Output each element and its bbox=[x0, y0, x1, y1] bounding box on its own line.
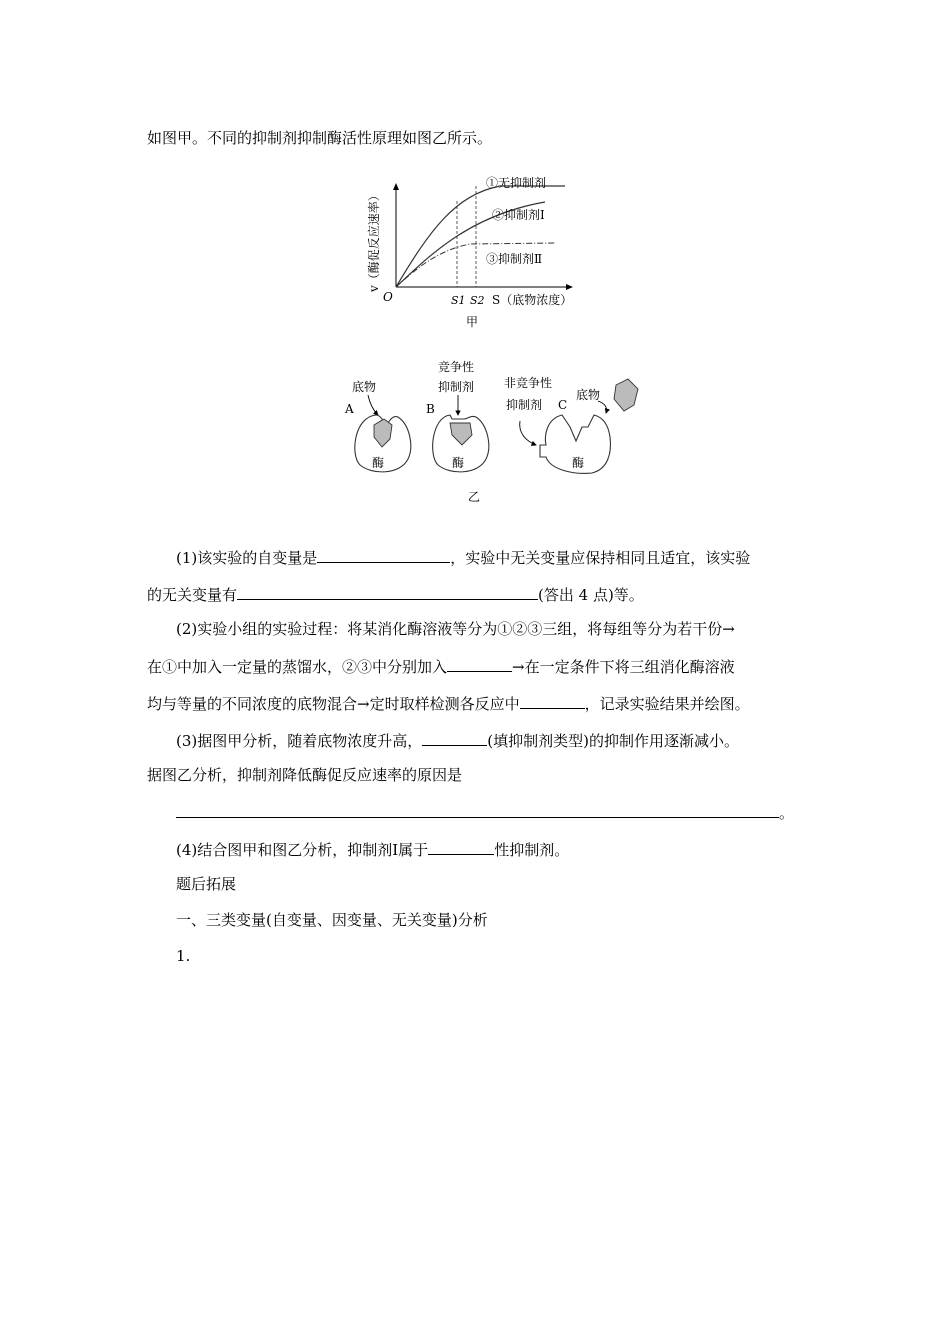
substrate-label-a: 底物 bbox=[352, 380, 377, 394]
enzyme-label-b: 酶 bbox=[452, 456, 465, 470]
substrate-shape-c bbox=[614, 379, 638, 411]
q2-blank-1[interactable] bbox=[447, 655, 512, 672]
q2-text3: →在一定条件下将三组消化酶溶液 bbox=[512, 658, 735, 676]
q1-line-2 bbox=[147, 583, 644, 605]
curve-no-inhibitor bbox=[396, 186, 565, 287]
arrow-c bbox=[520, 421, 536, 445]
q3-blank-1[interactable] bbox=[422, 729, 487, 746]
q1-text4: (答出 4 点)等。 bbox=[538, 586, 644, 604]
q1-text3: 的无关变量有 bbox=[147, 586, 238, 604]
q2-blank-2[interactable] bbox=[520, 692, 585, 709]
curve2-label: ②抑制剂Ⅰ bbox=[492, 208, 545, 222]
figure-yi bbox=[340, 355, 650, 510]
intro-line: 如图甲。不同的抑制剂抑制酶活性原理如图乙所示。 bbox=[147, 129, 493, 147]
curve1-label: ①无抑制剂 bbox=[486, 176, 547, 190]
q2-text2: 在①中加入一定量的蒸馏水，②③中分别加入 bbox=[147, 658, 448, 676]
q3-text4: 。 bbox=[779, 804, 795, 822]
s1-label: S1 bbox=[451, 294, 466, 307]
q2-line-1 bbox=[176, 619, 735, 639]
q4-text1: (4)结合图甲和图乙分析，抑制剂Ⅰ属于 bbox=[176, 841, 429, 859]
item-1: 1. bbox=[176, 947, 191, 965]
q1-blank-1[interactable] bbox=[317, 546, 450, 563]
q3-text3: 据图乙分析，抑制剂降低酶促反应速率的原因是 bbox=[147, 766, 463, 784]
caption-jia: 甲 bbox=[466, 315, 479, 329]
extension-heading: 题后拓展 bbox=[176, 875, 237, 893]
q1-line-1 bbox=[176, 546, 750, 568]
q2-text5: ，记录实验结果并绘图。 bbox=[584, 695, 750, 713]
arrow-c2 bbox=[598, 401, 607, 413]
section1-heading: 一、三类变量(自变量、因变量、无关变量)分析 bbox=[176, 911, 488, 929]
q3-line-3 bbox=[176, 801, 794, 823]
arrow-a bbox=[368, 395, 378, 415]
q3-line-1 bbox=[176, 729, 739, 751]
origin-label: O bbox=[383, 290, 393, 304]
q4-line bbox=[176, 838, 569, 860]
caption-yi: 乙 bbox=[468, 490, 481, 504]
competitive-label-1: 竞争性 bbox=[438, 360, 475, 374]
noncompetitive-label-1: 非竞争性 bbox=[504, 376, 553, 390]
q2-text1: (2)实验小组的实验过程：将某消化酶溶液等分为①②③三组，将每组等分为若干份→ bbox=[176, 620, 735, 638]
noncompetitive-label-2: 抑制剂 bbox=[506, 398, 543, 412]
curve3-label: ③抑制剂Ⅱ bbox=[486, 252, 543, 266]
q3-text1: (3)据图甲分析，随着底物浓度升高， bbox=[176, 732, 423, 750]
q2-text4: 均与等量的不同浓度的底物混合→定时取样检测各反应中 bbox=[147, 695, 520, 713]
label-b: B bbox=[426, 402, 435, 416]
label-c: C bbox=[558, 398, 568, 412]
q3-line-2 bbox=[147, 765, 462, 785]
q1-blank-2[interactable] bbox=[237, 583, 538, 600]
competitive-label-2: 抑制剂 bbox=[438, 380, 475, 394]
y-axis-label: v（酶促反应速率） bbox=[367, 189, 381, 292]
figure-jia bbox=[360, 170, 600, 340]
enzyme-label-a: 酶 bbox=[372, 456, 385, 470]
enzyme-label-c: 酶 bbox=[572, 456, 585, 470]
q4-blank[interactable] bbox=[428, 838, 494, 855]
q1-text2: ，实验中无关变量应保持相同且适宜，该实验 bbox=[450, 549, 751, 567]
s2-label: S2 bbox=[470, 294, 485, 307]
q3-text2: (填抑制剂类型)的抑制作用逐渐减小。 bbox=[487, 732, 739, 750]
q2-line-2 bbox=[147, 655, 735, 677]
q2-line-3 bbox=[147, 692, 750, 714]
q1-text1: (1)该实验的自变量是 bbox=[176, 549, 318, 567]
label-a: A bbox=[345, 402, 354, 416]
q4-text2: 性抑制剂。 bbox=[494, 841, 570, 859]
q3-blank-2[interactable] bbox=[176, 801, 779, 818]
x-axis-label: S（底物浓度） bbox=[492, 293, 573, 307]
substrate-label-c: 底物 bbox=[576, 388, 601, 402]
